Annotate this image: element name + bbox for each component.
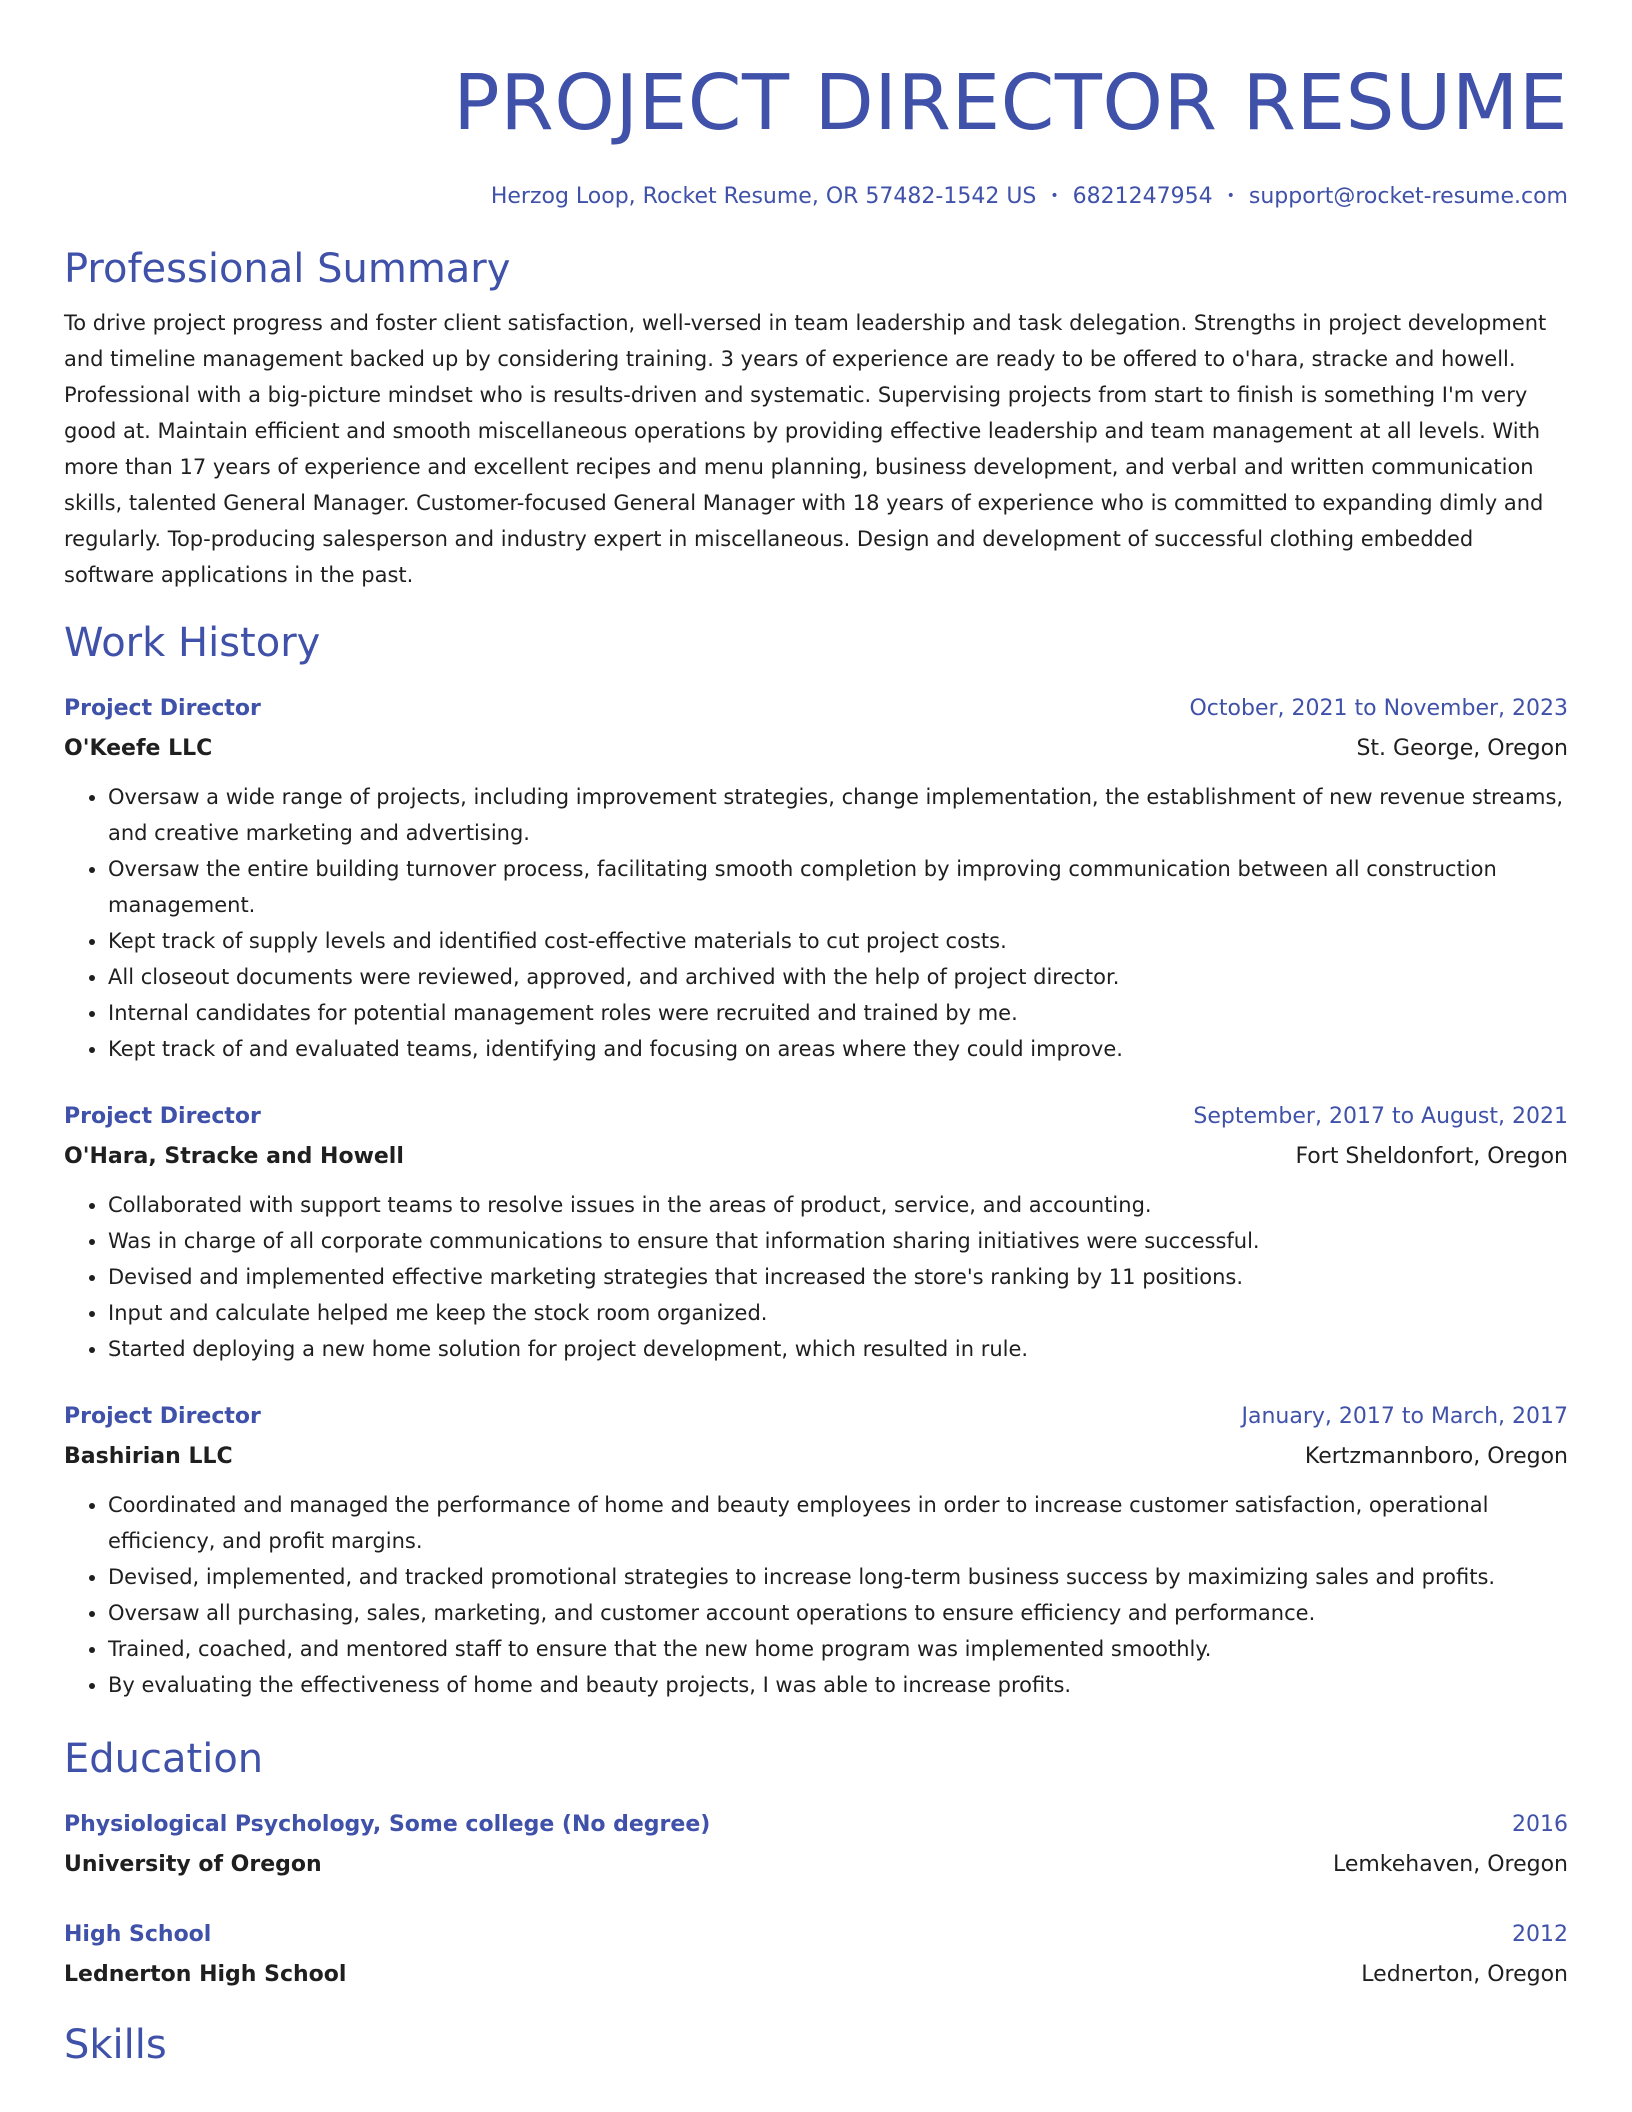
education-location: Lednerton, Oregon xyxy=(1361,1962,1568,1987)
education-degree: High School xyxy=(64,1922,212,1947)
bullet-item: • Kept track of and evaluated teams, identifying and focusing on areas where they could improve. xyxy=(108,1031,1568,1067)
summary-text: To drive project progress and foster client satisfaction, well-versed in team leadership and task delegation. Strengths in project development and timeline management backed up by considering training. 3 years of experience are ready to be offered to o'hara, stracke and howell. Professional with a big-picture mindset who is results-driven and systematic. Supervising projects from start to finish is something I'm very good at. Maintain efficient and smooth miscellaneous operations by providing effective leadership and team management at all levels. With more than 17 years of experience and excellent recipes and menu planning, business development, and verbal and written communication skills, talented General Manager. Customer-focused General Manager with 18 years of experience who is committed to expanding dimly and regularly. Top-producing salesperson and industry expert in miscellaneous. Design and development of successful clothing embedded software applications in the past. xyxy=(64,311,1547,587)
education-year: 2012 xyxy=(1512,1922,1568,1947)
contact-address: Herzog Loop, Rocket Resume, OR 57482-1542 US xyxy=(490,184,1037,209)
bullet-item: • By evaluating the effectiveness of home and beauty projects, I was able to increase profits. xyxy=(108,1667,1568,1703)
bullet-item: • Input and calculate helped me keep the stock room organized. xyxy=(108,1295,1568,1331)
job-role: Project Director xyxy=(64,1104,261,1129)
job-company: O'Keefe LLC xyxy=(64,736,213,761)
bullet-item: • Oversaw a wide range of projects, including improvement strategies, change implementation, the establishment of new revenue streams, and creative marketing and advertising. xyxy=(108,779,1568,851)
job-role: Project Director xyxy=(64,696,261,721)
bullet-item: • Started deploying a new home solution for project development, which resulted in rule. xyxy=(108,1331,1568,1367)
job-company: Bashirian LLC xyxy=(64,1444,233,1469)
resume-title: PROJECT DIRECTOR RESUME xyxy=(453,59,1568,148)
job-location: Kertzmannboro, Oregon xyxy=(1304,1444,1568,1469)
bullet-item: • Collaborated with support teams to resolve issues in the areas of product, service, and accounting. xyxy=(108,1187,1568,1223)
bullet-item: • Kept track of supply levels and identified cost-effective materials to cut project costs. xyxy=(108,923,1568,959)
job-dates: January, 2017 to March, 2017 xyxy=(1241,1404,1568,1429)
bullet-item: • Was in charge of all corporate communications to ensure that information sharing initiatives were successful. xyxy=(108,1223,1568,1259)
job-role: Project Director xyxy=(64,1404,261,1429)
contact-email[interactable]: support@rocket-resume.com xyxy=(1248,184,1568,209)
bullet-item: • Trained, coached, and mentored staff to ensure that the new home program was implemented smoothly. xyxy=(108,1631,1568,1667)
education-school: University of Oregon xyxy=(64,1852,322,1877)
section-title-summary: Professional Summary xyxy=(64,246,511,292)
section-title-education: Education xyxy=(64,1736,264,1782)
education-year: 2016 xyxy=(1512,1812,1568,1837)
job-location: Fort Sheldonfort, Oregon xyxy=(1295,1144,1568,1169)
job-entry xyxy=(64,1097,1568,1367)
contact-separator: • xyxy=(1050,188,1059,204)
bullet-item: • Oversaw the entire building turnover process, facilitating smooth completion by improving communication between all construction management. xyxy=(108,851,1568,923)
bullet-item: • Oversaw all purchasing, sales, marketing, and customer account operations to ensure efficiency and performance. xyxy=(108,1595,1568,1631)
job-bullets xyxy=(64,1487,1568,1703)
job-entry xyxy=(64,689,1568,1067)
job-bullets xyxy=(64,779,1568,1067)
bullet-item: • Coordinated and managed the performance of home and beauty employees in order to increase customer satisfaction, operational efficiency, and profit margins. xyxy=(108,1487,1568,1559)
contact-phone: 6821247954 xyxy=(1072,184,1213,209)
job-location: St. George, Oregon xyxy=(1356,736,1568,761)
education-entry xyxy=(64,1915,1568,1995)
contact-separator: • xyxy=(1226,188,1235,204)
contact-line xyxy=(64,180,1568,213)
section-title-work-history: Work History xyxy=(64,620,321,666)
education-entry xyxy=(64,1805,1568,1885)
education-school: Lednerton High School xyxy=(64,1962,347,1987)
resume-page xyxy=(64,0,1568,2073)
job-company: O'Hara, Stracke and Howell xyxy=(64,1144,404,1169)
bullet-item: • All closeout documents were reviewed, approved, and archived with the help of project director. xyxy=(108,959,1568,995)
bullet-item: • Devised and implemented effective marketing strategies that increased the store's ranking by 11 positions. xyxy=(108,1259,1568,1295)
job-dates: October, 2021 to November, 2023 xyxy=(1189,696,1568,721)
bullet-item: • Internal candidates for potential management roles were recruited and trained by me. xyxy=(108,995,1568,1031)
job-dates: September, 2017 to August, 2021 xyxy=(1193,1104,1568,1129)
education-location: Lemkehaven, Oregon xyxy=(1332,1852,1568,1877)
job-bullets xyxy=(64,1187,1568,1367)
bullet-item: • Devised, implemented, and tracked promotional strategies to increase long-term business success by maximizing sales and profits. xyxy=(108,1559,1568,1595)
education-degree: Physiological Psychology, Some college (No degree) xyxy=(64,1812,711,1837)
section-title-skills: Skills xyxy=(64,2022,167,2068)
job-entry xyxy=(64,1397,1568,1703)
